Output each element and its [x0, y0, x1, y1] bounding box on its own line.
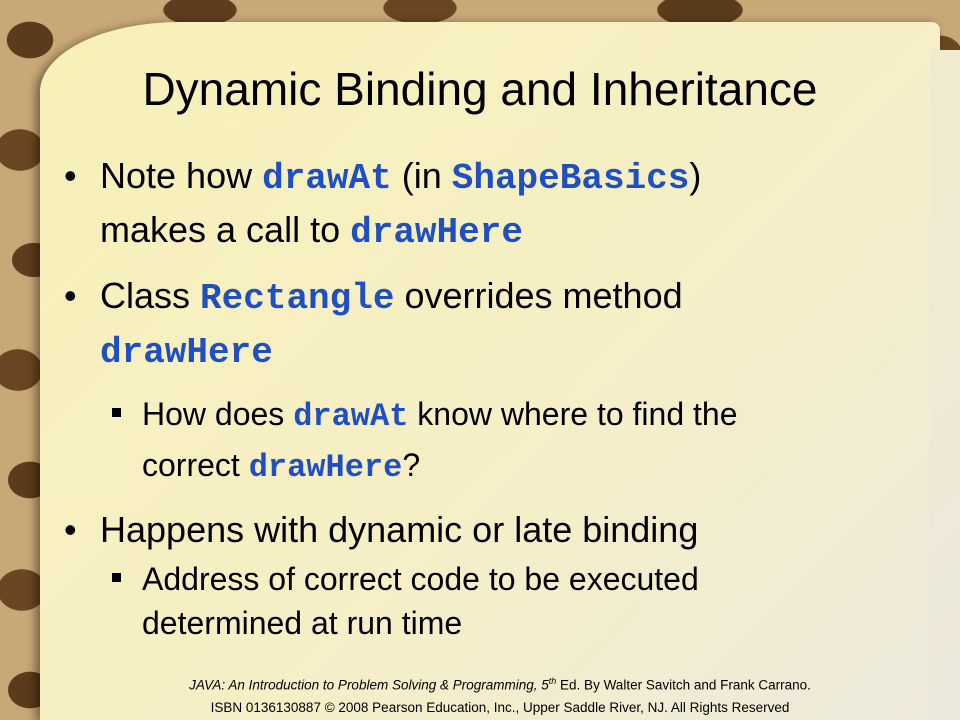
footer-edition-sup: th [548, 676, 557, 686]
slide-content [62, 150, 922, 657]
sub-bullet-1-text: ? [402, 447, 421, 483]
sub-bullet-1 [62, 390, 922, 492]
footer-authors: Ed. By Walter Savitch and Frank Carrano. [556, 677, 811, 693]
code-drawAt: drawAt [262, 158, 392, 199]
footer-copyright: ISBN 0136130887 © 2008 Pearson Education, Inc., Upper Saddle River, NJ. All Rights Reserved [210, 700, 790, 715]
code-drawHere: drawHere [100, 332, 273, 373]
bullet-1-text: (in [391, 155, 452, 196]
sub-bullet-1-text: correct [142, 447, 249, 483]
square-bullet-icon [112, 408, 121, 417]
code-drawAt: drawAt [293, 398, 409, 435]
slide-panel-edge [930, 50, 960, 720]
footer-citation [20, 676, 960, 693]
bullet-2-text: overrides method [394, 275, 683, 316]
bullet-1-text: ) [689, 155, 702, 196]
bullet-3 [62, 504, 922, 555]
bullet-1-text: makes a call to [100, 209, 351, 250]
sub-bullet-2 [62, 557, 922, 645]
bullet-3-text: Happens with dynamic or late binding [100, 509, 699, 550]
code-drawHere: drawHere [350, 212, 523, 253]
sub-bullet-2-text: determined at run time [142, 605, 463, 641]
sub-bullet-1-text: How does [142, 396, 294, 432]
footer-book-title: JAVA: An Introduction to Problem Solving & Programming, 5 [189, 677, 549, 693]
bullet-2 [62, 270, 922, 378]
bullet-1-text: Note how [100, 155, 263, 196]
sub-bullet-1-text: know where to find the [408, 396, 738, 432]
square-bullet-icon [112, 573, 121, 582]
code-drawHere: drawHere [248, 449, 403, 486]
sub-bullet-2-text: Address of correct code to be executed [142, 561, 699, 597]
bullet-2-text: Class [100, 275, 201, 316]
code-Rectangle: Rectangle [200, 278, 395, 319]
bullet-1 [62, 150, 922, 258]
code-ShapeBasics: ShapeBasics [451, 158, 690, 199]
slide-title: Dynamic Binding and Inheritance [142, 63, 818, 115]
